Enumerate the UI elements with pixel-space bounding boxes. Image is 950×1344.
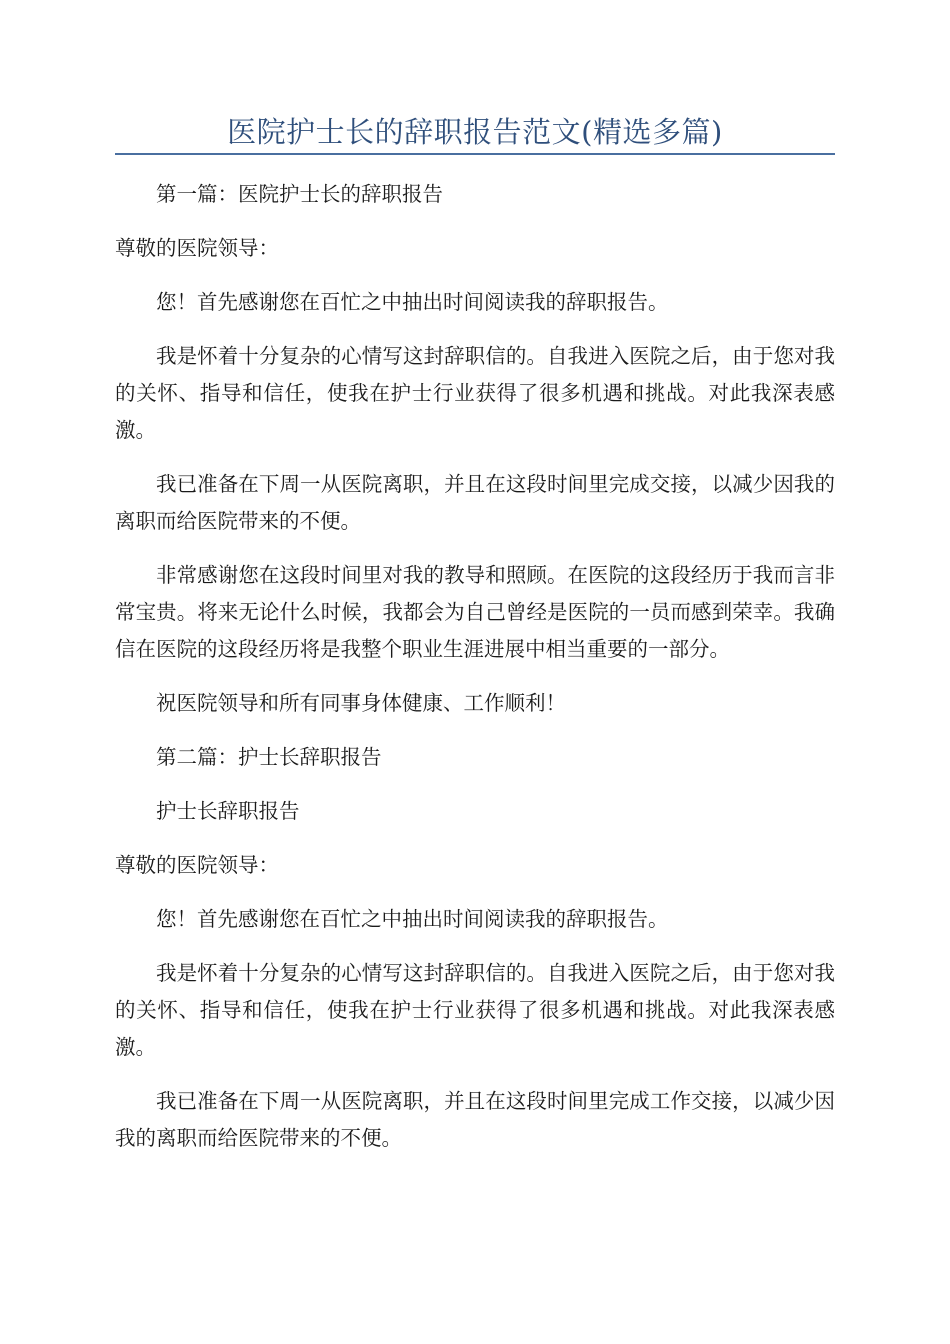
document-body [115,176,835,1174]
paragraph: 第一篇：医院护士长的辞职报告 [156,182,443,206]
paragraph: 您！首先感谢您在百忙之中抽出时间阅读我的辞职报告。 [156,290,669,314]
paragraph: 护士长辞职报告 [156,799,300,823]
paragraph: 祝医院领导和所有同事身体健康、工作顺利！ [156,691,566,715]
paragraph: 我是怀着十分复杂的心情写这封辞职信的。自我进入医院之后，由于您对我的关怀、指导和信任，使我在护士行业获得了很多机遇和挑战。对此我深表感激。 [115,961,835,1059]
document-title: 医院护士长的辞职报告范文(精选多篇) [227,115,723,149]
paragraph: 尊敬的医院领导： [115,236,279,260]
paragraph: 尊敬的医院领导： [115,853,279,877]
paragraph: 我已准备在下周一从医院离职，并且在这段时间里完成工作交接，以减少因我的离职而给医院带来的不便。 [115,1089,835,1150]
paragraph: 非常感谢您在这段时间里对我的教导和照顾。在医院的这段经历于我而言非常宝贵。将来无论什么时候，我都会为自己曾经是医院的一员而感到荣幸。我确信在医院的这段经历将是我整个职业生涯进展中相当重要的一部分。 [115,563,835,661]
paragraph: 我已准备在下周一从医院离职，并且在这段时间里完成交接，以减少因我的离职而给医院带来的不便。 [115,472,835,533]
paragraph: 我是怀着十分复杂的心情写这封辞职信的。自我进入医院之后，由于您对我的关怀、指导和信任，使我在护士行业获得了很多机遇和挑战。对此我深表感激。 [115,344,835,442]
paragraph: 您！首先感谢您在百忙之中抽出时间阅读我的辞职报告。 [156,907,669,931]
title-underline [115,153,835,155]
paragraph: 第二篇：护士长辞职报告 [156,745,382,769]
